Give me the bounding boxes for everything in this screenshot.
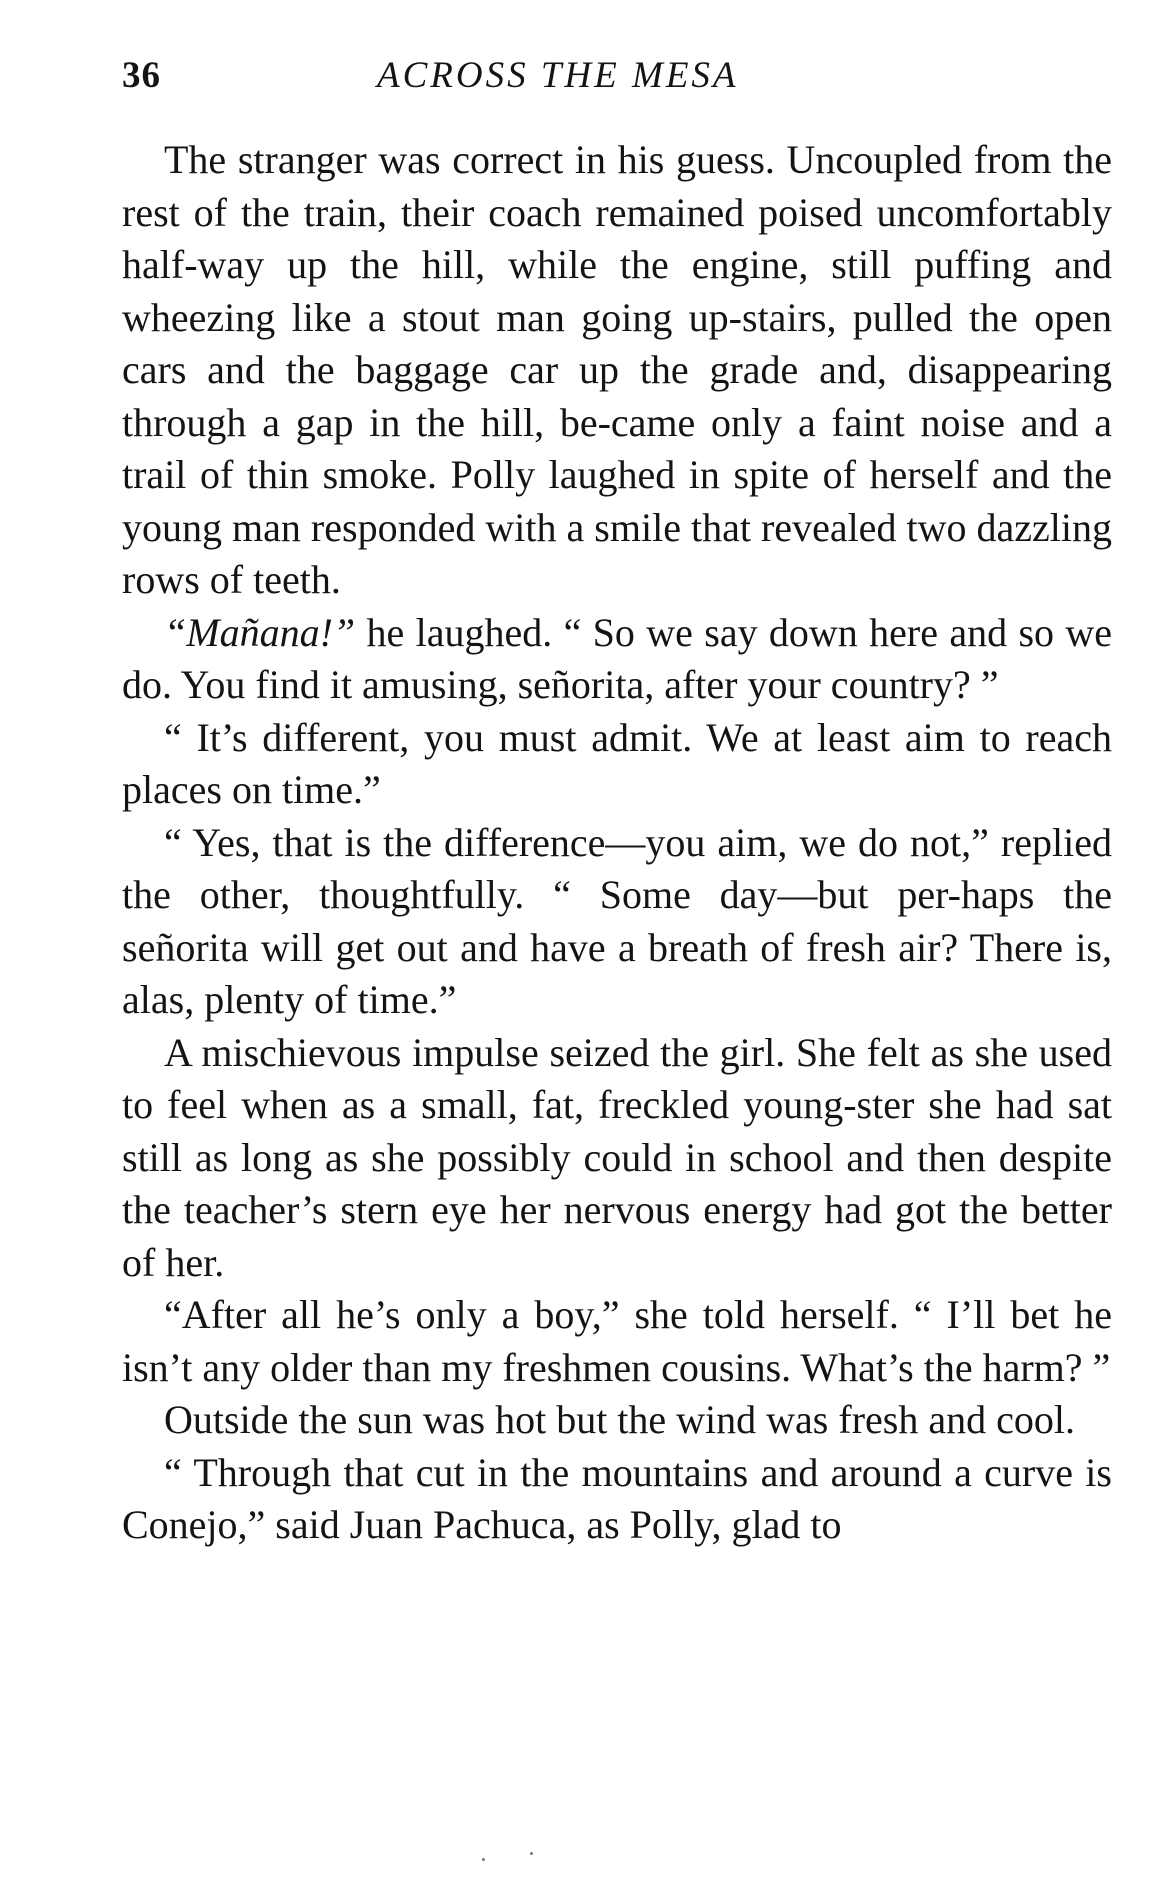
book-page — [122, 48, 1112, 1552]
print-speck — [482, 1858, 485, 1861]
running-head: ACROSS THE MESA — [377, 55, 739, 96]
paragraph — [122, 817, 1112, 1027]
text-segment: he laughed. “ So we say down here and so we do. You find it amusing, señorita, after your country? ” — [122, 609, 1112, 707]
page-number: 36 — [122, 55, 161, 96]
paragraph — [122, 1447, 1112, 1552]
text-segment: The stranger was correct in his guess. Uncoupled from the rest of the train, their coach remained poised uncomfortably half-way up the hill, while the engine, still puffing and wheezing like a stout man going up-stairs, pulled the open cars and the baggage car up the grade and, disappearing through a gap in the hill, be-came only a faint noise and a trail of thin smoke. Polly laughed in spite of herself and the young man responded with a smile that revealed two dazzling rows of teeth. — [122, 137, 1112, 602]
page-header — [122, 48, 1112, 110]
text-segment-italic: “Mañana!” — [164, 609, 356, 655]
paragraph — [122, 607, 1112, 712]
text-segment: “ It’s different, you must admit. We at least aim to reach places on time.” — [122, 714, 1112, 812]
paragraph — [122, 1027, 1112, 1290]
body-text — [122, 134, 1112, 1552]
text-segment: “After all he’s only a boy,” she told herself. “ I’ll bet he isn’t any older than my freshmen cousins. What’s the harm? ” — [122, 1292, 1112, 1390]
paragraph — [122, 134, 1112, 607]
paragraph — [122, 712, 1112, 817]
paragraph — [122, 1289, 1112, 1394]
paragraph — [122, 1394, 1112, 1447]
text-segment: A mischievous impulse seized the girl. She felt as she used to feel when as a small, fat, freckled young-ster she had sat still as long as she possibly could in school and then despite the teacher’s stern eye her nervous energy had got the better of her. — [122, 1029, 1112, 1285]
text-segment: Outside the sun was hot but the wind was fresh and cool. — [164, 1397, 1075, 1442]
text-segment: “ Through that cut in the mountains and around a curve is Conejo,” said Juan Pachuca, as Polly, glad to — [122, 1449, 1112, 1547]
print-speck — [530, 1852, 533, 1855]
text-segment: “ Yes, that is the difference—you aim, we do not,” replied the other, thoughtfully. “ Some day—but per-haps the señorita will get out and have a breath of fresh air? There is, alas, plenty of time.” — [122, 819, 1112, 1022]
